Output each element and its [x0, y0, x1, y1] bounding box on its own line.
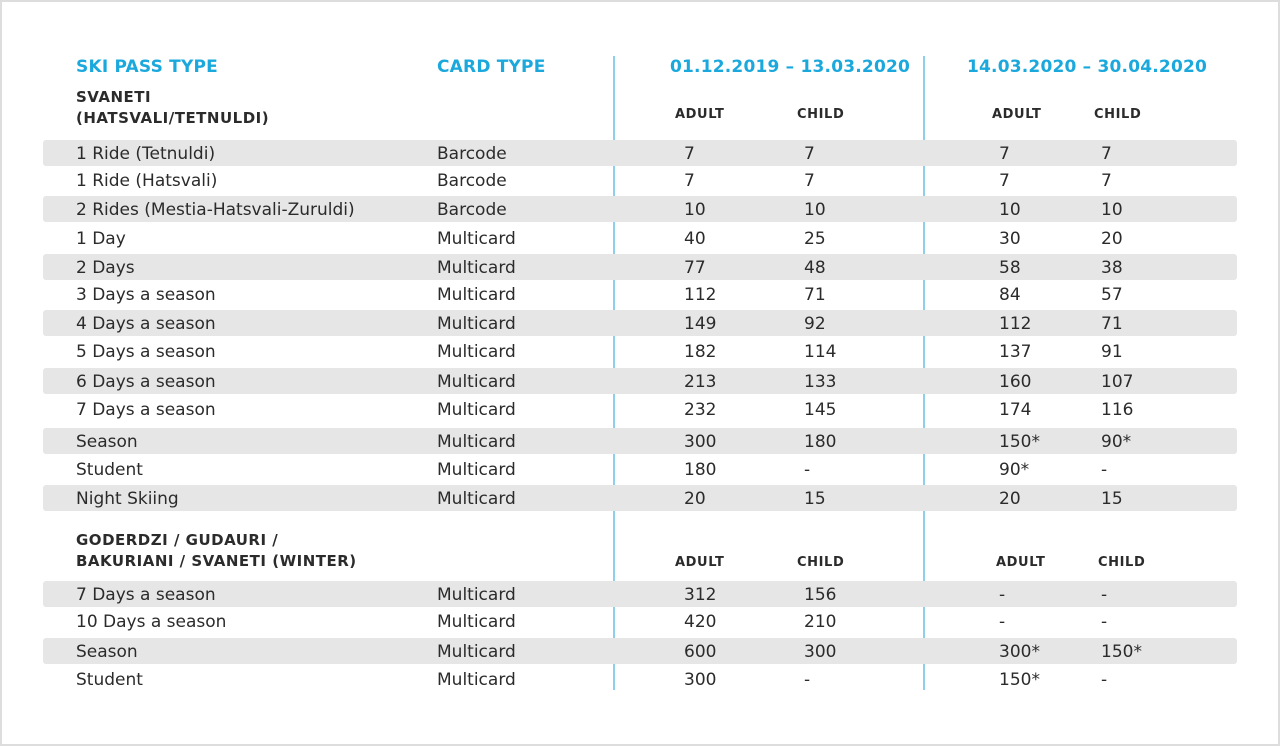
adult-price-period2: 7 — [999, 171, 1010, 191]
adult-price-period1: 300 — [684, 670, 717, 690]
pass-name-cell: 1 Ride (Tetnuldi) — [76, 144, 216, 164]
card-type-cell: Multicard — [437, 285, 516, 305]
adult-price-period2: 58 — [999, 258, 1021, 278]
adult-price-period2: 90* — [999, 460, 1030, 480]
child-price-period2: 91 — [1101, 342, 1123, 362]
child-price-period1: 114 — [804, 342, 837, 362]
adult-price-period1: 180 — [684, 460, 717, 480]
adult-price-period1: 149 — [684, 314, 717, 334]
table-row — [0, 338, 1280, 364]
adult-price-period1: 7 — [684, 171, 695, 191]
adult-price-period1: 182 — [684, 342, 717, 362]
card-type-cell: Multicard — [437, 372, 516, 392]
child-price-period2: 107 — [1101, 372, 1134, 392]
table-row — [0, 666, 1280, 692]
child-price-period1: 300 — [804, 642, 837, 662]
row-shading — [43, 254, 1237, 280]
adult-price-period1: 213 — [684, 372, 717, 392]
adult-price-period2: 7 — [999, 144, 1010, 164]
table-row — [0, 485, 1280, 511]
child-label-p2: CHILD — [1098, 555, 1146, 570]
adult-price-period1: 300 — [684, 432, 717, 452]
card-type-header: CARD TYPE — [437, 57, 546, 77]
adult-price-period1: 40 — [684, 229, 706, 249]
child-price-period1: 25 — [804, 229, 826, 249]
card-type-cell: Multicard — [437, 229, 516, 249]
table-row — [0, 281, 1280, 307]
child-price-period1: 15 — [804, 489, 826, 509]
row-shading — [43, 638, 1237, 664]
card-type-cell: Barcode — [437, 171, 507, 191]
card-type-cell: Multicard — [437, 342, 516, 362]
adult-label-p2: ADULT — [996, 555, 1046, 570]
card-type-cell: Multicard — [437, 460, 516, 480]
adult-label-p1: ADULT — [675, 555, 725, 570]
period1-header: 01.12.2019 – 13.03.2020 — [670, 57, 911, 77]
row-shading — [43, 428, 1237, 454]
section-title-winter — [76, 530, 357, 572]
adult-label-p1: ADULT — [675, 107, 725, 122]
child-price-period1: 145 — [804, 400, 837, 420]
card-type-cell: Multicard — [437, 314, 516, 334]
child-label-p1: CHILD — [797, 107, 845, 122]
child-price-period2: 15 — [1101, 489, 1123, 509]
adult-label-p2: ADULT — [992, 107, 1042, 122]
card-type-cell: Multicard — [437, 585, 516, 605]
table-row — [0, 608, 1280, 634]
adult-price-period2: 30 — [999, 229, 1021, 249]
child-price-period2: 116 — [1101, 400, 1134, 420]
adult-price-period2: 150* — [999, 670, 1040, 690]
adult-price-period2: 20 — [999, 489, 1021, 509]
adult-price-period1: 7 — [684, 144, 695, 164]
child-price-period1: 7 — [804, 171, 815, 191]
row-shading — [43, 140, 1237, 166]
child-price-period1: 48 — [804, 258, 826, 278]
child-price-period1: - — [804, 460, 811, 480]
adult-price-period1: 312 — [684, 585, 717, 605]
adult-price-period1: 77 — [684, 258, 706, 278]
pass-name-cell: Student — [76, 670, 143, 690]
adult-price-period1: 112 — [684, 285, 717, 305]
card-type-cell: Multicard — [437, 642, 516, 662]
row-shading — [43, 310, 1237, 336]
card-type-cell: Barcode — [437, 200, 507, 220]
pass-name-cell: 2 Days — [76, 258, 135, 278]
section-title-line1: GODERDZI / GUDAURI / — [76, 531, 279, 549]
adult-price-period2: 174 — [999, 400, 1032, 420]
pass-name-cell: 7 Days a season — [76, 585, 216, 605]
child-price-period1: 7 — [804, 144, 815, 164]
child-price-period1: 156 — [804, 585, 837, 605]
pass-name-cell: 4 Days a season — [76, 314, 216, 334]
section-title-line2: BAKURIANI / SVANETI (WINTER) — [76, 552, 357, 570]
pass-name-cell: Season — [76, 432, 138, 452]
pass-name-cell: 7 Days a season — [76, 400, 216, 420]
card-type-cell: Multicard — [437, 400, 516, 420]
child-price-period1: 210 — [804, 612, 837, 632]
row-shading — [43, 581, 1237, 607]
card-type-cell: Multicard — [437, 258, 516, 278]
pass-name-cell: 2 Rides (Mestia-Hatsvali-Zuruldi) — [76, 200, 355, 220]
pass-name-cell: Night Skiing — [76, 489, 179, 509]
pass-name-cell: 1 Day — [76, 229, 126, 249]
pass-name-cell: 6 Days a season — [76, 372, 216, 392]
table-row — [0, 167, 1280, 193]
row-shading — [43, 368, 1237, 394]
row-shading — [43, 485, 1237, 511]
child-price-period2: - — [1101, 612, 1108, 632]
child-price-period2: 90* — [1101, 432, 1132, 452]
table-row — [0, 428, 1280, 454]
child-price-period2: 38 — [1101, 258, 1123, 278]
table-row — [0, 638, 1280, 664]
child-label-p1: CHILD — [797, 555, 845, 570]
pass-name-cell: 3 Days a season — [76, 285, 216, 305]
child-price-period1: 71 — [804, 285, 826, 305]
child-price-period1: 180 — [804, 432, 837, 452]
adult-price-period1: 20 — [684, 489, 706, 509]
card-type-cell: Barcode — [437, 144, 507, 164]
table-row — [0, 310, 1280, 336]
card-type-cell: Multicard — [437, 612, 516, 632]
adult-price-period2: 137 — [999, 342, 1032, 362]
table-row — [0, 368, 1280, 394]
section-title-line2: (HATSVALI/TETNULDI) — [76, 109, 270, 127]
table-row — [0, 225, 1280, 251]
pass-name-cell: 5 Days a season — [76, 342, 216, 362]
child-price-period2: - — [1101, 670, 1108, 690]
table-row — [0, 581, 1280, 607]
child-price-period2: - — [1101, 460, 1108, 480]
adult-price-period1: 232 — [684, 400, 717, 420]
table-row — [0, 456, 1280, 482]
adult-price-period2: - — [999, 612, 1006, 632]
table-row — [0, 196, 1280, 222]
table-row — [0, 396, 1280, 422]
period2-header: 14.03.2020 – 30.04.2020 — [967, 57, 1208, 77]
pass-name-cell: Season — [76, 642, 138, 662]
child-price-period2: 150* — [1101, 642, 1142, 662]
child-price-period2: 10 — [1101, 200, 1123, 220]
table-row — [0, 254, 1280, 280]
adult-price-period1: 420 — [684, 612, 717, 632]
pass-name-cell: Student — [76, 460, 143, 480]
card-type-cell: Multicard — [437, 432, 516, 452]
child-price-period2: 71 — [1101, 314, 1123, 334]
adult-price-period2: 112 — [999, 314, 1032, 334]
card-type-cell: Multicard — [437, 489, 516, 509]
section-title-line1: SVANETI — [76, 88, 152, 106]
ski-pass-type-header: SKI PASS TYPE — [76, 57, 218, 77]
adult-price-period2: 160 — [999, 372, 1032, 392]
table-row — [0, 140, 1280, 166]
child-price-period1: 92 — [804, 314, 826, 334]
pass-name-cell: 1 Ride (Hatsvali) — [76, 171, 218, 191]
adult-price-period2: 150* — [999, 432, 1040, 452]
adult-price-period2: 300* — [999, 642, 1040, 662]
adult-price-period2: 10 — [999, 200, 1021, 220]
child-label-p2: CHILD — [1094, 107, 1142, 122]
child-price-period2: 7 — [1101, 144, 1112, 164]
pass-name-cell: 10 Days a season — [76, 612, 227, 632]
child-price-period1: 133 — [804, 372, 837, 392]
child-price-period1: - — [804, 670, 811, 690]
adult-price-period1: 10 — [684, 200, 706, 220]
child-price-period2: 57 — [1101, 285, 1123, 305]
adult-price-period1: 600 — [684, 642, 717, 662]
adult-price-period2: 84 — [999, 285, 1021, 305]
section-title-svaneti — [76, 87, 269, 129]
child-price-period1: 10 — [804, 200, 826, 220]
card-type-cell: Multicard — [437, 670, 516, 690]
child-price-period2: - — [1101, 585, 1108, 605]
child-price-period2: 20 — [1101, 229, 1123, 249]
adult-price-period2: - — [999, 585, 1006, 605]
child-price-period2: 7 — [1101, 171, 1112, 191]
